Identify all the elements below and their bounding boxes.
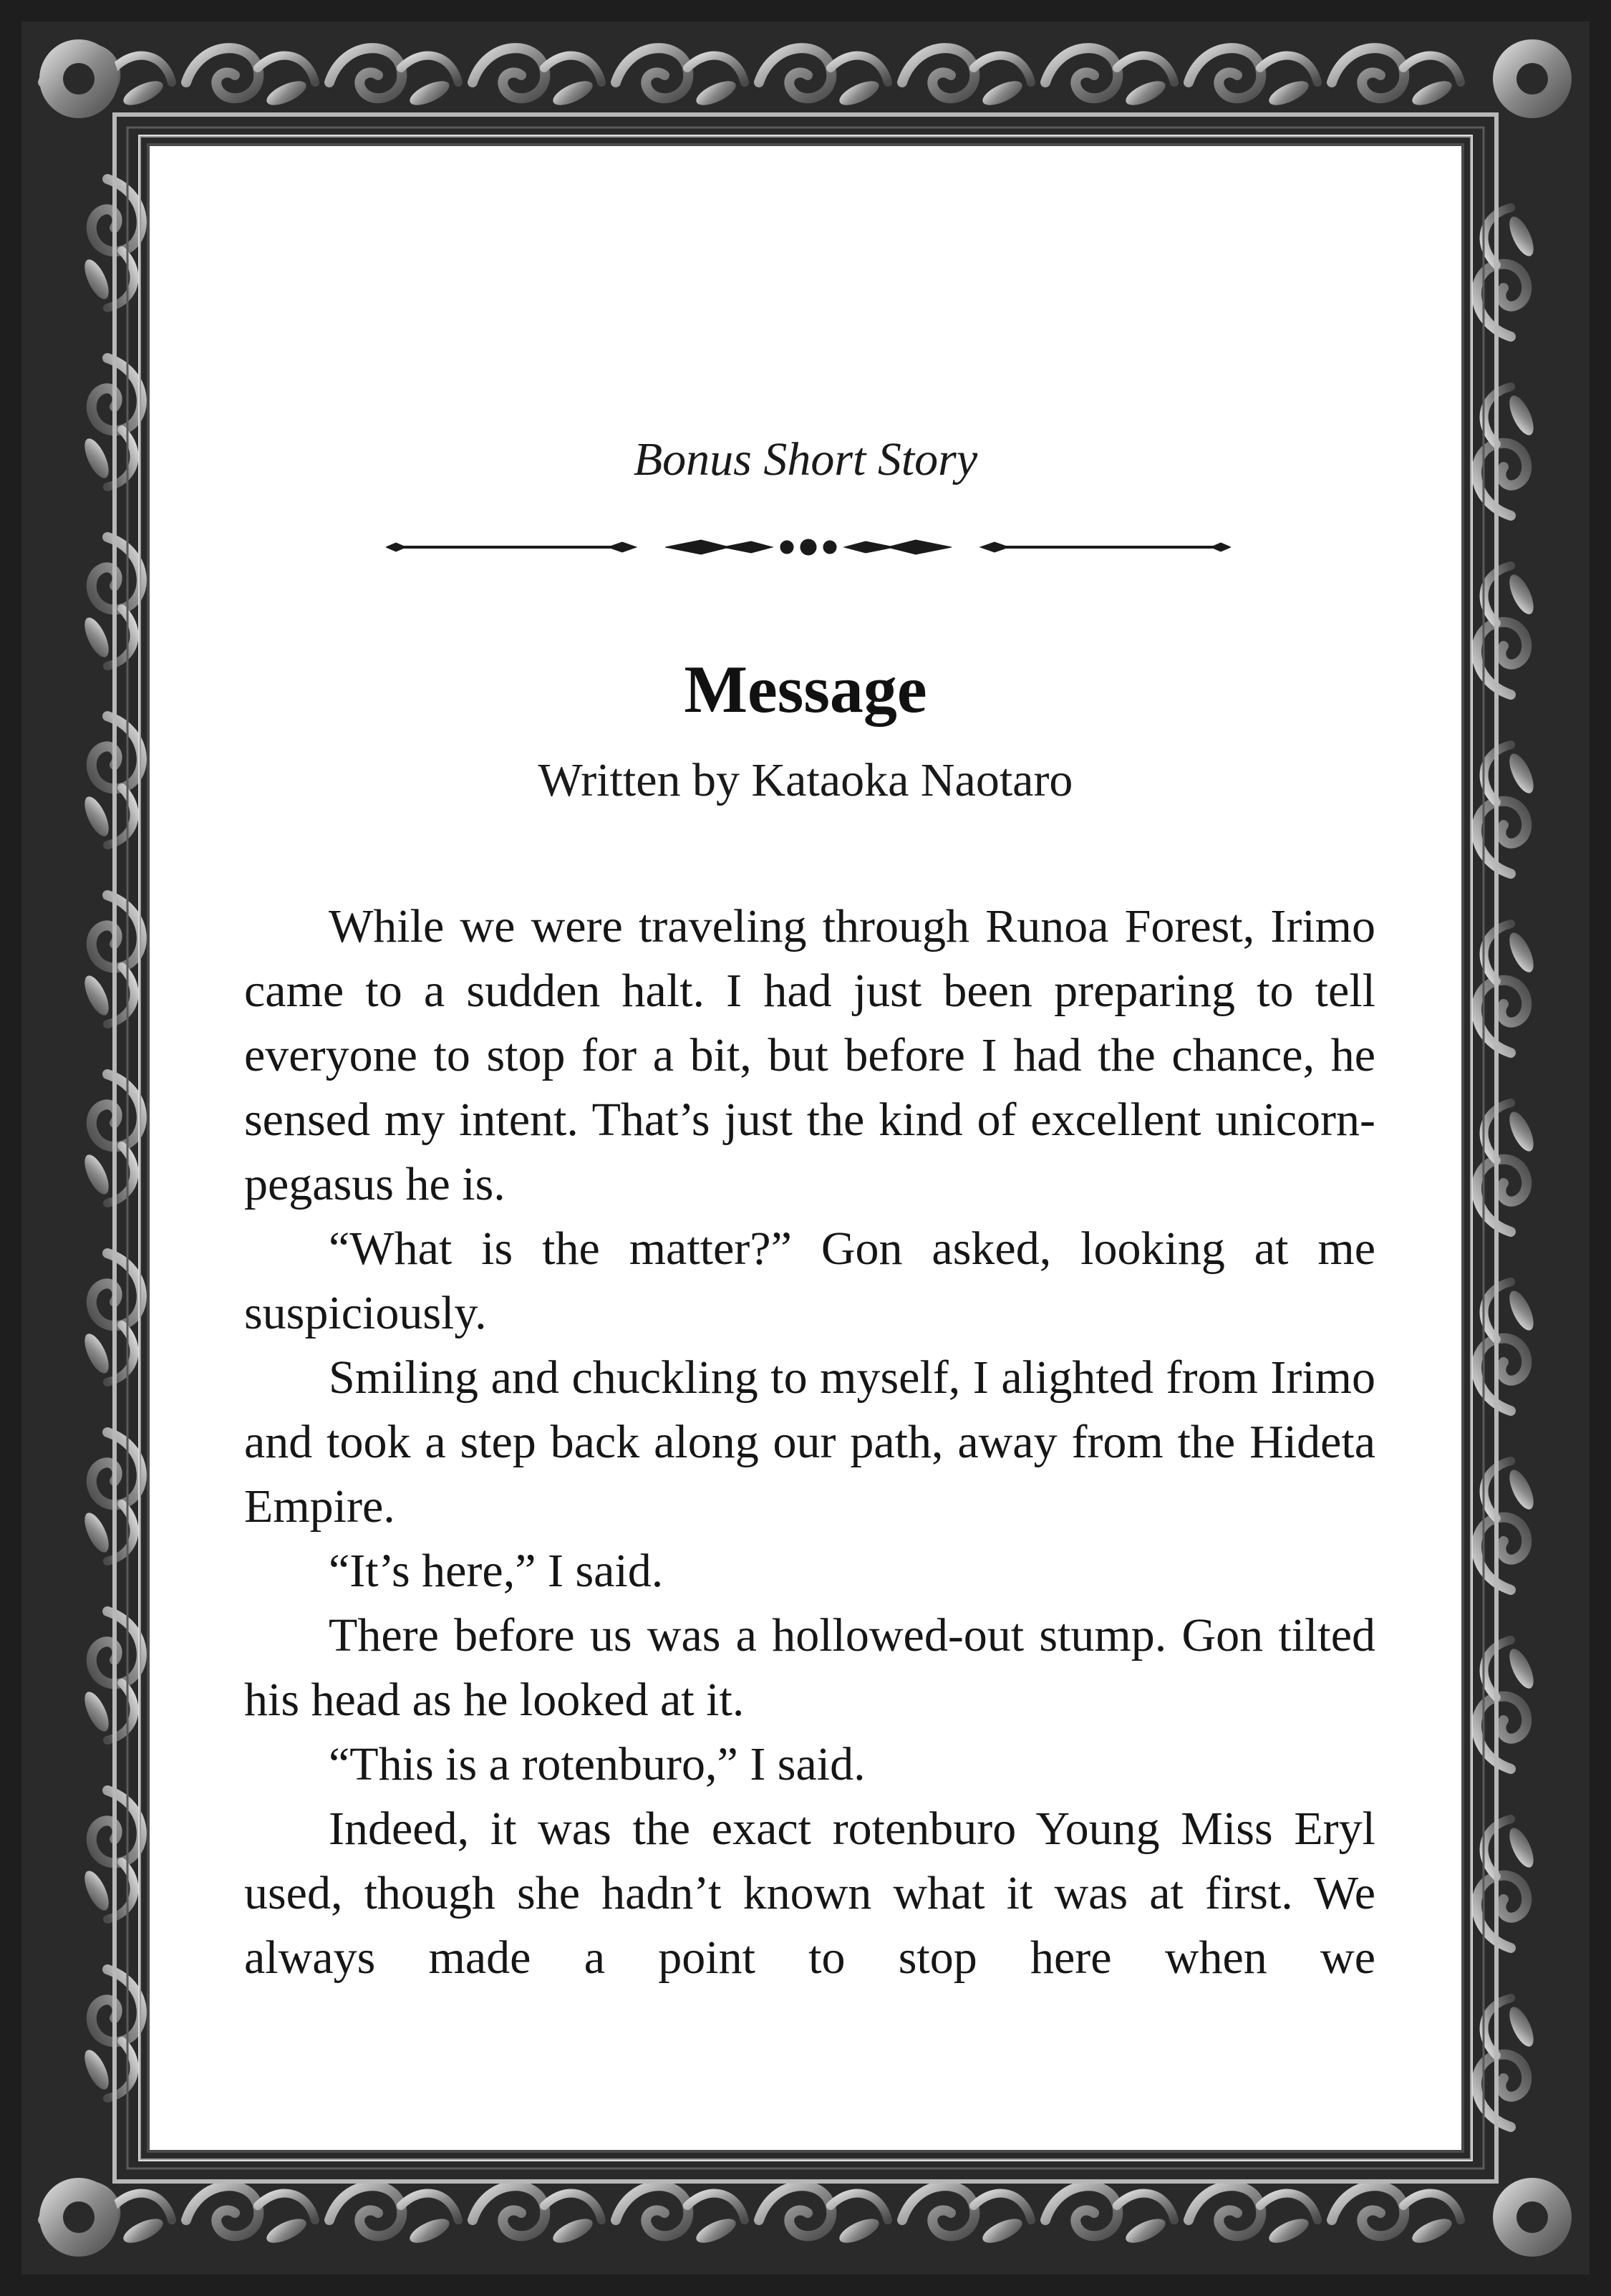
- paragraph: There before us was a hollowed-out stump. Gon tilted his head as he looked at it.: [244, 1609, 1375, 1726]
- paragraph: Smiling and chuckling to myself, I alighted from Irimo and took a step back along our path, away from the Hideta Empire.: [244, 1351, 1375, 1533]
- story-title: Message: [684, 652, 927, 727]
- story-body: [244, 894, 1375, 1990]
- story-page: [147, 143, 1464, 2153]
- paragraph: “What is the matter?” Gon asked, looking at me suspiciously.: [244, 1222, 1375, 1339]
- paragraph: While we were traveling through Runoa Forest, Irimo came to a sudden halt. I had just been preparing to tell everyone to stop for a bit, but before I had the chance, he sensed my intent. That’s just the kind of excellent unicorn-pegasus he is.: [244, 900, 1375, 1210]
- story-byline: Written by Kataoka Naotaro: [538, 754, 1073, 806]
- paragraph: “It’s here,” I said.: [329, 1545, 664, 1597]
- section-label: Bonus Short Story: [633, 433, 978, 486]
- paragraph: “This is a rotenburo,” I said.: [329, 1738, 866, 1790]
- ornamental-divider: [386, 533, 1231, 561]
- paragraph: Indeed, it was the exact rotenburo Young Miss Eryl used, though she hadn’t known what it was at first. We always made a point to stop here when we: [244, 1803, 1375, 1984]
